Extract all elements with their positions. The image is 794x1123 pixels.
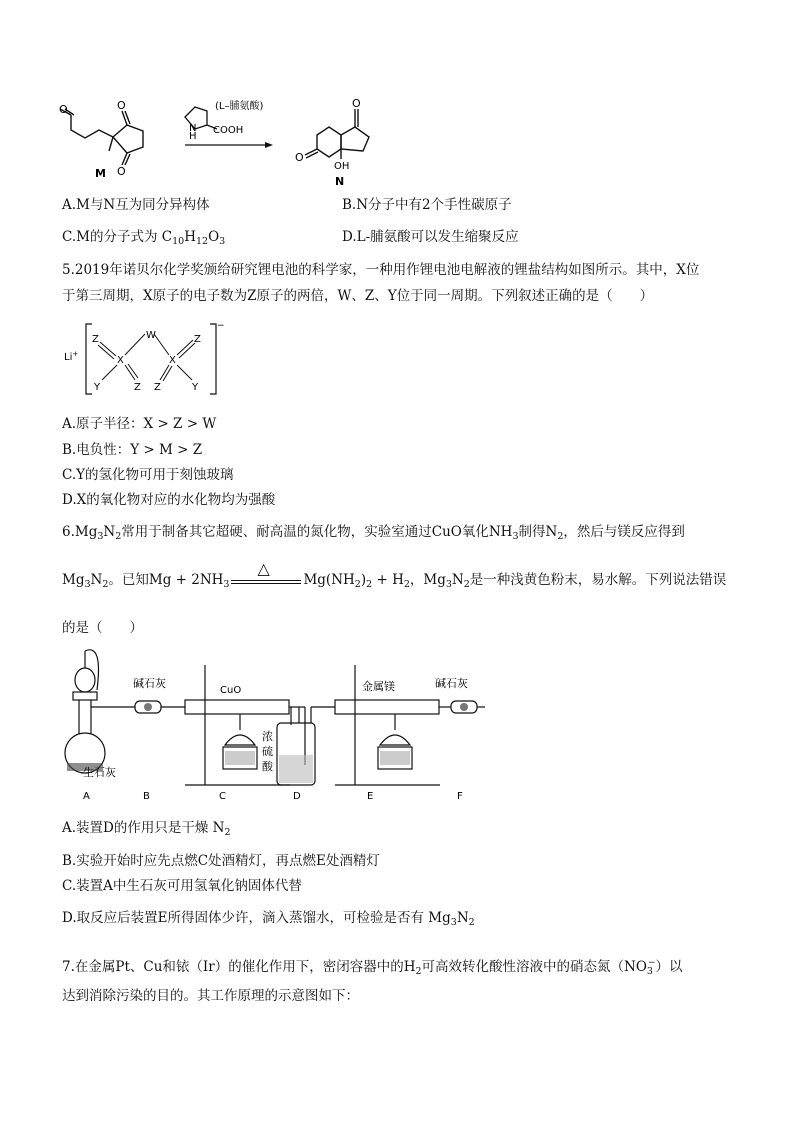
- atom-o: O: [59, 103, 68, 116]
- catalyst-cooh: COOH: [213, 125, 244, 136]
- label-c: C: [219, 791, 226, 802]
- apparatus-diagram: [55, 645, 485, 805]
- atom-o: O: [352, 97, 361, 110]
- q5-stem-line2: 于第三周期，X原子的电子数为Z原子的两倍，W、Z、Y位于同一周期。下列叙述正确的是（ ）: [62, 288, 654, 304]
- structure-bonds: [98, 334, 195, 381]
- arrow-head-icon: [265, 142, 273, 148]
- q5-option-c: C.Y的氢化物可用于刻蚀玻璃: [62, 467, 234, 483]
- molecule-n: [305, 109, 369, 159]
- reaction-condition-arrow: [229, 558, 303, 591]
- label-oh: OH: [334, 161, 350, 172]
- q6-option-b: B.实验开始时应先点燃C处酒精灯，再点燃E处酒精灯: [62, 853, 380, 869]
- q6-eq-h2: + H: [372, 572, 404, 588]
- q6-comma: ，: [409, 572, 424, 588]
- label-e: E: [367, 791, 374, 802]
- label-n: N: [335, 175, 345, 188]
- funnel-a: [75, 668, 95, 692]
- q6-option-a: A.装置D的作用只是干燥 $N_2$: [62, 820, 231, 838]
- label-soda-lime: 碱石灰: [435, 677, 468, 690]
- q4-option-b: B.N分子中有2个手性碳原子: [342, 197, 512, 213]
- label-magnesium: 金属镁: [362, 680, 395, 693]
- atom-x: X: [169, 355, 176, 366]
- molecule-m: [60, 109, 143, 165]
- q6-option-a-text: A.装置D的作用只是干燥: [62, 820, 209, 836]
- q7-text-2: 可高效转化酸性溶液中的硝态氮（NO: [421, 959, 647, 975]
- q6-eq-left: 。已知Mg + 2NH: [108, 572, 224, 588]
- q5-option-b: B.电负性：Y > M > Z: [62, 442, 203, 458]
- heat-triangle-icon: △: [257, 558, 270, 578]
- q7-stem-line2: 达到消除污染的目的。其工作原理的示意图如下：: [62, 988, 359, 1004]
- q6-stem-line1: $6.Mg_3N_2$常用于制备其它超硬、耐高温的氮化物，实验室通过CuO氧化$NH_3$制得$N_2$，然后与镁反应得到: [62, 524, 685, 542]
- label-b: B: [143, 791, 150, 802]
- atom-y: Y: [192, 382, 199, 393]
- atom-z: Z: [92, 334, 99, 345]
- label-conc-3: 酸: [262, 760, 273, 773]
- q7-text-3: ）以: [655, 959, 683, 975]
- q6-eq-right: Mg(NH: [303, 572, 355, 588]
- q6-text-4: 是一种浅黄色粉末，易水解。下列说法错误: [469, 572, 727, 588]
- q4-option-c-text: C.M的分子式为: [62, 229, 158, 245]
- catalyst-nh: H: [189, 131, 197, 142]
- q6-stem-line3: 的是（ ）: [62, 620, 143, 636]
- q6-option-d-text: D.取反应后装置E所得固体少许，滴入蒸馏水，可检验是否有: [62, 910, 424, 926]
- q6-option-c: C.装置A中生石灰可用氢氧化钠固体代替: [62, 878, 302, 894]
- label-cuo: CuO: [220, 685, 242, 696]
- q5-stem-line1: 5.2019年诺贝尔化学奖颁给研究锂电池的科学家，一种用作锂电池电解液的锂盐结构如图所示。其中，X位: [62, 262, 700, 278]
- atom-z: Z: [194, 334, 201, 345]
- bracket-right: [210, 324, 216, 394]
- atom-o: O: [117, 165, 126, 178]
- label-f: F: [457, 791, 463, 802]
- catalyst-name: (L–脯氨酸): [215, 101, 264, 112]
- q6-text-3: ，然后与镁反应得到: [563, 524, 685, 540]
- atom-o: O: [117, 99, 126, 112]
- atom-z: Z: [134, 382, 141, 393]
- q7-text-1: 7.在金属Pt、Cu和铱（Ir）的催化作用下，密闭容器中的H: [62, 959, 416, 975]
- q6-text-2: 制得: [518, 524, 546, 540]
- atom-z: Z: [154, 382, 161, 393]
- lithium-salt-structure: [62, 318, 232, 398]
- label-d: D: [293, 791, 301, 802]
- reaction-scheme: [55, 95, 395, 190]
- q6-text-1: 常用于制备其它超硬、耐高温的氮化物，实验室通过CuO氧化: [121, 524, 489, 540]
- charge-minus: −: [217, 321, 225, 331]
- q4-option-a: A.M与N互为同分异构体: [62, 197, 210, 213]
- label-soda-lime: 碱石灰: [133, 677, 166, 690]
- atom-y: Y: [94, 382, 101, 393]
- atom-x: X: [117, 355, 124, 366]
- label-conc-1: 浓: [262, 730, 273, 743]
- q5-option-d: D.X的氧化物对应的水化物均为强酸: [62, 492, 276, 508]
- label-conc-2: 硫: [262, 745, 273, 758]
- q4-option-c: C.M的分子式为 $C_{10}H_{12}O_3$: [62, 229, 226, 247]
- q6-stem-line2: $Mg_3N_2$。已知$Mg + 2NH_3$ △ $Mg(NH_2)_2 + H_2$，$Mg_3N_2$是一种浅黄色粉末，易水解。下列说法错误: [62, 558, 727, 590]
- catalyst-n: N: [189, 123, 197, 134]
- q5-option-a: A.原子半径：X > Z > W: [62, 416, 217, 432]
- q4-option-d: D.L-脯氨酸可以发生缩聚反应: [342, 229, 519, 245]
- q6-number: 6.: [62, 524, 75, 540]
- label-quicklime: 生石灰: [83, 766, 116, 779]
- label-m: M: [95, 167, 106, 180]
- atom-li: Li+: [64, 350, 79, 363]
- q7-stem-line1: 7.在金属Pt、Cu和铱（Ir）的催化作用下，密闭容器中的$H_2$可高效转化酸性溶液中的硝态氮$(NO_3^-)$以: [62, 958, 683, 977]
- label-a: A: [83, 791, 90, 802]
- q6-option-d: D.取反应后装置E所得固体少许，滴入蒸馏水，可检验是否有 $Mg_3N_2$: [62, 910, 475, 928]
- atom-w: W: [146, 330, 156, 341]
- atom-o: O: [295, 151, 304, 164]
